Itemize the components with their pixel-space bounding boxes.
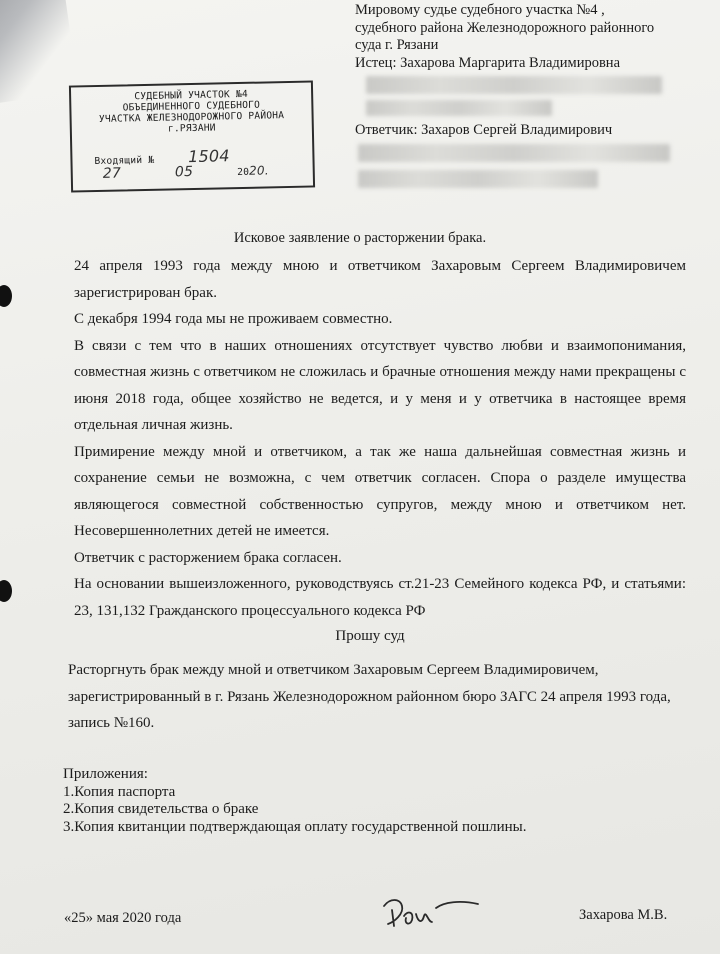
plaintiff-line: Истец: Захарова Маргарита Владимировна	[355, 54, 621, 71]
body-paragraph: 24 апреля 1993 года между мною и ответчиком Захаровым Сергеем Владимировичем зарегистрирован брак.	[74, 258, 686, 301]
addressee-line: Мировому судье судебного участка №4 ,	[355, 2, 605, 18]
addressee-line: суда г. Рязани	[355, 37, 439, 53]
redacted-plaintiff-phone	[366, 100, 552, 116]
punch-hole-bottom	[0, 580, 12, 602]
request-heading: Прошу суд	[335, 628, 405, 644]
stamp-incoming-number: 1504	[187, 146, 230, 167]
stamp-incoming-row	[94, 146, 230, 168]
document-body	[74, 253, 686, 624]
body-paragraph: Примирение между мной и ответчиком, а так же наша дальнейшая совместная жизнь и сохранение семьи не возможна, с чем ответчик согласен. Спора о разделе имущества являющегося совместной собственностью супругов, между мною и ответчиком нет. Несовершеннолетних детей не имеется.	[74, 443, 686, 539]
stamp-incoming-label: Входящий №	[94, 154, 155, 168]
folder-edge-shadow	[0, 0, 79, 107]
stamp-line: ОБЪЕДИНЕННОГО СУДЕБНОГО	[122, 99, 261, 114]
defendant-line: Ответчик: Захаров Сергей Владимирович	[355, 122, 613, 138]
attachments-block	[63, 766, 527, 836]
stamp-line: УЧАСТКА ЖЕЛЕЗНОДОРОЖНОГО РАЙОНА	[98, 110, 285, 125]
body-paragraph: Ответчик с расторжением брака согласен.	[74, 549, 342, 566]
stamp-date-row	[95, 165, 269, 181]
body-paragraph: С декабря 1994 года мы не проживаем совместно.	[74, 311, 393, 327]
redacted-defendant-phone	[358, 170, 598, 188]
stamp-date-year-prefix: 20	[237, 166, 250, 179]
redacted-defendant-address	[358, 144, 670, 162]
attachment-item: 1.Копия паспорта	[63, 783, 176, 800]
attachments-heading: Приложения:	[63, 766, 148, 782]
stamp-date-year-suffix: 20.	[248, 163, 269, 178]
request-text: Расторгнуть брак между мной и ответчиком Захаровым Сергеем Владимировичем, зарегистрированный в г. Рязань Железнодорожном районном бюро ЗАГС 24 апреля 1993 года, запись №160.	[68, 662, 671, 731]
document-date: «25» мая 2020 года	[64, 910, 182, 926]
stamp-line: г.РЯЗАНИ	[167, 122, 216, 135]
redacted-plaintiff-address	[366, 76, 662, 94]
document-title: Исковое заявление о расторжении брака.	[233, 230, 487, 246]
stamp-line: СУДЕБНЫЙ УЧАСТОК №4	[134, 88, 249, 103]
addressee-line: судебного района Железнодорожного районного	[355, 19, 655, 36]
stamp-date-day: 27	[102, 165, 122, 182]
body-paragraph: В связи с тем что в наших отношениях отсутствует чувство любви и взаимопонимания, совместная жизнь с ответчиком не сложилась и брачные отношения между нами прекращены с июня 2018 года, общее хозяйство не ведется, и у меня и у ответчика в настоящее время отдельная личная жизнь.	[74, 337, 686, 433]
addressee-block	[355, 2, 715, 72]
attachment-item: 2.Копия свидетельства о браке	[63, 801, 259, 817]
attachment-item: 3.Копия квитанции подтверждающая оплату государственной пошлины.	[63, 818, 527, 835]
handwritten-signature	[378, 892, 488, 932]
punch-hole-top	[0, 285, 12, 307]
court-registration-stamp	[69, 80, 315, 192]
signature-name: Захарова М.В.	[579, 907, 668, 923]
body-paragraph: На основании вышеизложенного, руководствуясь ст.21-23 Семейного кодекса РФ, и статьями: 23, 131,132 Гражданского процессуального кодекса РФ	[74, 576, 686, 619]
stamp-date-month: 05	[174, 163, 194, 181]
